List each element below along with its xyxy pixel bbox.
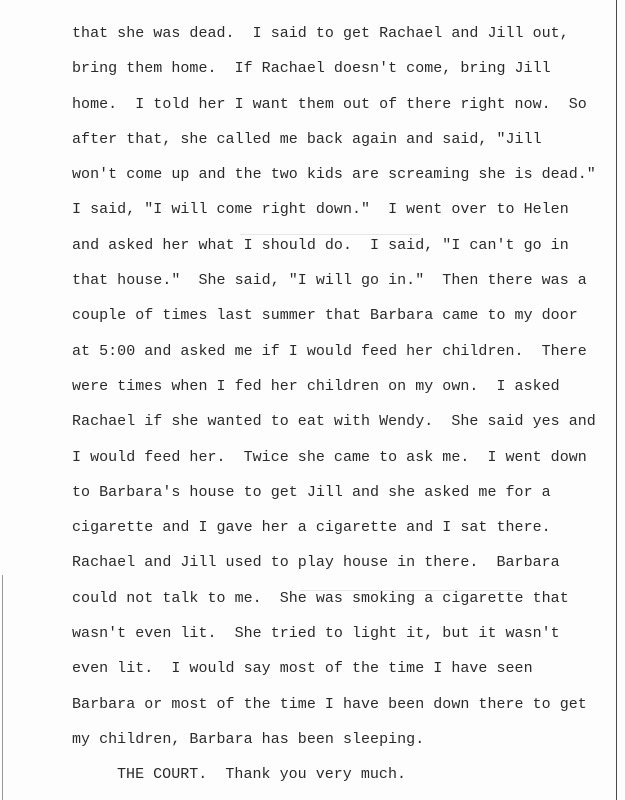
transcript-line: I said, "I will come right down." I went over to Helen [72, 201, 569, 219]
transcript-line: won't come up and the two kids are screaming she is dead." [72, 166, 596, 184]
transcript-line: and asked her what I should do. I said, "I can't go in [72, 236, 569, 254]
court-statement-line: THE COURT. Thank you very much. [117, 766, 407, 784]
transcript-line: that house." She said, "I will go in." Then there was a [72, 272, 587, 290]
transcript-line: wasn't even lit. She tried to light it, but it wasn't [72, 625, 560, 643]
transcript-line: couple of times last summer that Barbara came to my door [72, 307, 578, 325]
transcript-line: that she was dead. I said to get Rachael and Jill out, [72, 25, 569, 42]
transcript-line: bring them home. If Rachael doesn't come, bring Jill [72, 60, 551, 78]
left-margin-rule [2, 575, 3, 800]
transcript-line: I would feed her. Twice she came to ask me. I went down [72, 448, 587, 466]
transcript-line: Rachael and Jill used to play house in there. Barbara [72, 554, 560, 572]
transcript-line: Rachael if she wanted to eat with Wendy. She said yes and [72, 413, 596, 431]
transcript-line: after that, she called me back again and said, "Jill [72, 130, 542, 148]
transcript-line: to Barbara's house to get Jill and she asked me for a [72, 483, 551, 501]
transcript-line: my children, Barbara has been sleeping. [72, 730, 425, 748]
transcript-line: cigarette and I gave her a cigarette and I sat there. [72, 519, 551, 537]
transcript-line: were times when I fed her children on my own. I asked [72, 377, 560, 395]
transcript-line: at 5:00 and asked me if I would feed her children. There [72, 342, 587, 360]
transcript-line: even lit. I would say most of the time I have seen [72, 660, 533, 678]
transcript-line: Barbara or most of the time I have been down there to get [72, 695, 587, 713]
right-margin-rule [616, 0, 617, 800]
transcript-line: home. I told her I want them out of there right now. So [72, 95, 587, 113]
transcript-line: could not talk to me. She was smoking a cigarette that [72, 589, 569, 607]
transcript-body [72, 16, 596, 793]
